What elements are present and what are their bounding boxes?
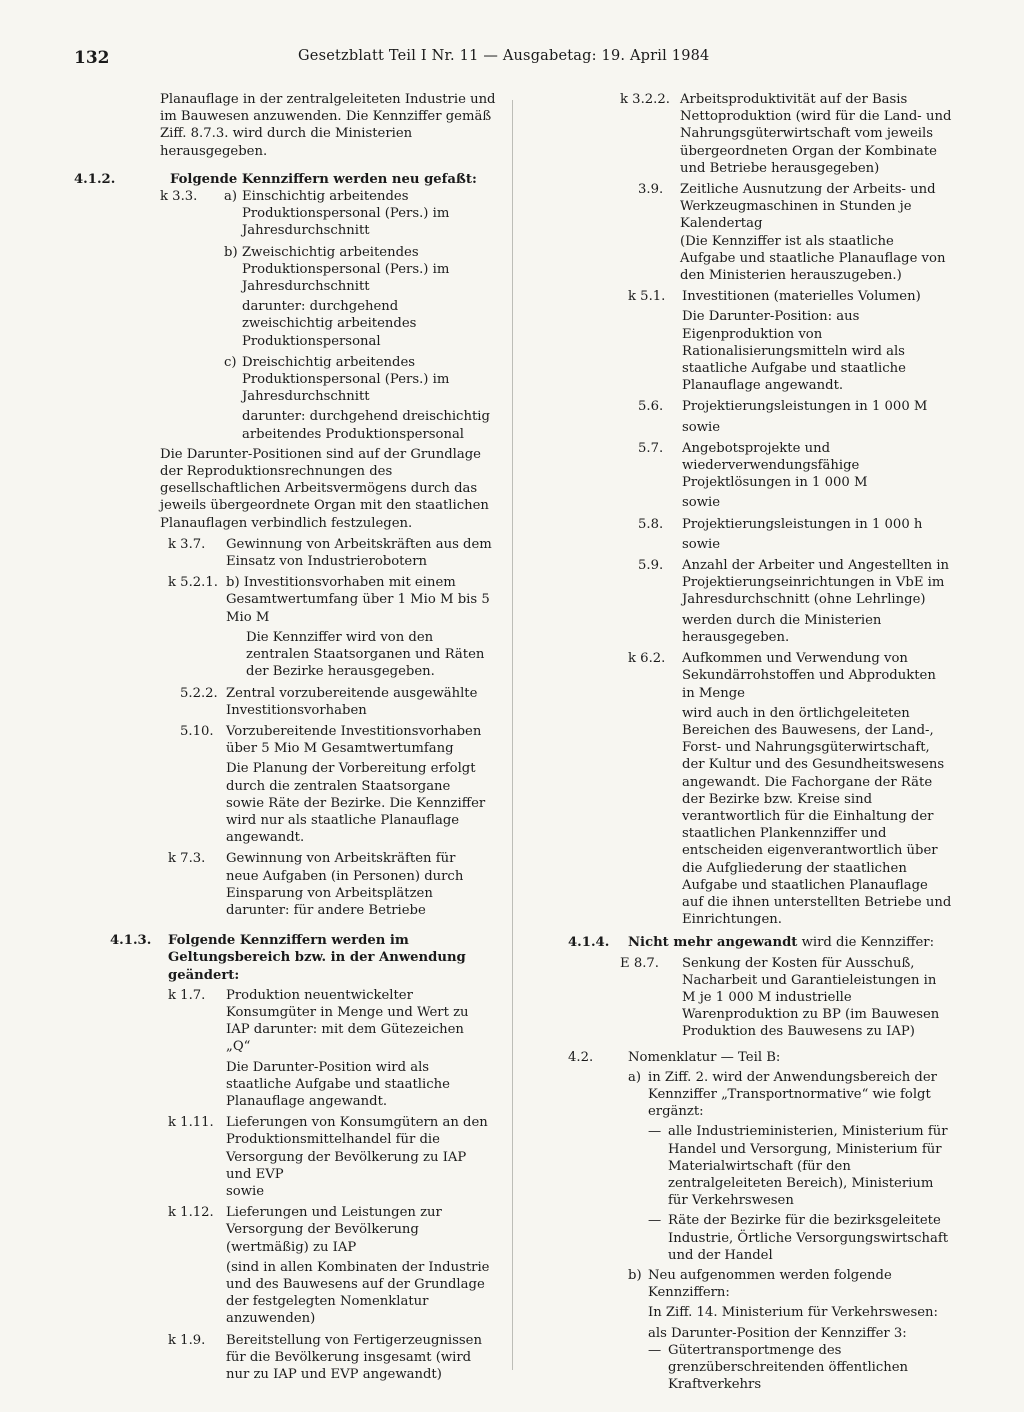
k-5-6 xyxy=(524,398,964,435)
left-column xyxy=(74,91,514,1383)
k-3-2-2 xyxy=(524,91,964,177)
item-text: Gütertransportmenge des grenzüberschreitenden öffentlichen Kraftverkehrs xyxy=(668,1342,909,1393)
item-text: Dreischichtig arbeitendes Produktionspersonal (Pers.) im Jahresdurchschnitt xyxy=(242,354,450,405)
code: 3.9. xyxy=(638,182,664,198)
item-text: Anzahl der Arbeiter und Angestellten in Projektierungseinrichtungen in VbE im Jahresdurchschnitt (ohne Lehrlinge) xyxy=(682,558,950,608)
section-number: 4.2. xyxy=(568,1049,594,1065)
item-note: wird auch in den örtlichgeleiteten Bereichen des Bauwesens, der Land-, Forst- und Nahrungsgüterwirtschaft, der Kultur und des Gesundheitswesens angewandt. Die Fachorgane der Räte der Bezirke bzw. Kreise sind verantwortlich für die Einhaltung der staatlichen Plankennziffer und entscheiden eigenverantwortlich über die Aufgliederung der staatlichen Aufgabe und staatlichen Planauflage auf die ihnen unterstellten Betriebe und Einrichtungen. xyxy=(682,705,952,928)
item-note: Die Kennziffer wird von den zentralen Staatsorganen und Räten der Bezirke herausgegeben. xyxy=(246,629,485,680)
item-note: Die Darunter-Position: aus Eigenproduktion von Rationalisierungsmitteln wird als staatliche Aufgabe und staatliche Planauflage angewandt. xyxy=(682,309,906,394)
item-text: Zeitliche Ausnutzung der Arbeits- und Werkzeugmaschinen in Stunden je Kalendertag xyxy=(680,182,936,232)
section-4-1-2 xyxy=(74,171,514,188)
section-4-2 xyxy=(524,1049,964,1066)
item-b xyxy=(524,1267,964,1301)
k-1-12-note xyxy=(74,1259,514,1328)
item-a xyxy=(524,1069,964,1121)
code: 5.6. xyxy=(638,399,664,415)
section-title: Nomenklatur — Teil B: xyxy=(628,1049,781,1065)
item-mark: c) xyxy=(224,354,237,370)
header-title: Gesetzblatt Teil I Nr. 11 — Ausgabetag: 19. April 1984 xyxy=(298,48,710,64)
item-b-line-2 xyxy=(524,1325,964,1342)
k-3-3-a xyxy=(74,188,514,240)
code: k 5.1. xyxy=(628,289,666,305)
item-b-line-1 xyxy=(524,1304,964,1321)
k-7-3 xyxy=(74,850,514,919)
dash-mark: — xyxy=(648,1342,662,1358)
item-text: alle Industrieministerien, Ministerium für Handel und Versorgung, Ministerium für Materialwirtschaft (für den zentralgeleiteten Bereich), Ministerium für Verkehrswesen xyxy=(668,1124,948,1209)
k-5-2-1-note xyxy=(74,629,514,681)
k-1-9 xyxy=(74,1332,514,1384)
k-5-2-2 xyxy=(74,685,514,719)
right-column xyxy=(524,91,964,1393)
item-text: Lieferungen von Konsumgütern an den Produktionsmittelhandel für die Versorgung der Bevölkerung zu IAP und EVP xyxy=(226,1115,488,1182)
item-text: Aufkommen und Verwendung von Sekundärrohstoffen und Abprodukten in Menge xyxy=(682,651,936,701)
k-3-9-note xyxy=(524,233,964,285)
e-8-7 xyxy=(524,955,964,1041)
code: 5.10. xyxy=(180,723,214,739)
k-5-1-note xyxy=(524,308,964,394)
code: k 3.7. xyxy=(168,536,206,552)
item-mark: a) xyxy=(628,1069,642,1085)
code: k 1.12. xyxy=(168,1205,214,1221)
code: k 7.3. xyxy=(168,851,206,867)
k-1-7 xyxy=(74,987,514,1056)
intro-paragraph: Planauflage in der zentralgeleiteten Industrie und im Bauwesen anzuwenden. Die Kennziffer gemäß Ziff. 8.7.3. wird durch die Ministerien herausgegeben. xyxy=(160,92,496,159)
page-header xyxy=(0,48,1024,72)
item-text: Einschichtig arbeitendes Produktionspersonal (Pers.) im Jahresdurchschnitt xyxy=(242,189,450,239)
k-5-9 xyxy=(524,557,964,609)
section-heading: Folgende Kennziffern werden neu gefaßt: xyxy=(170,171,477,187)
k-3-3-c xyxy=(74,354,514,406)
k-3-3-b-sub xyxy=(74,298,514,350)
k-6-2 xyxy=(524,650,964,702)
item-a-dash-2 xyxy=(524,1212,964,1264)
section-number: 4.1.3. xyxy=(110,933,152,949)
item-note: (Die Kennziffer ist als staatliche Aufgabe und staatliche Planauflage von den Ministerien herauszugeben.) xyxy=(680,233,946,284)
code: k 5.2.1. xyxy=(168,575,218,591)
section-4-1-3 xyxy=(74,932,514,984)
k-6-2-note xyxy=(524,705,964,929)
section-4-1-4 xyxy=(524,934,964,951)
item-text: b) Investitionsvorhaben mit einem Gesamtwertumfang über 1 Mio M bis 5 Mio M xyxy=(226,575,490,625)
item-text: Investitionen (materielles Volumen) xyxy=(682,289,921,305)
item-text: Gewinnung von Arbeitskräften für neue Aufgaben (in Personen) durch Einsparung von Arbeitsplätzen darunter: für andere Betriebe xyxy=(226,851,464,918)
item-note: Die Darunter-Position wird als staatliche Aufgabe und staatliche Planauflage angewandt. xyxy=(226,1059,450,1109)
item-text: In Ziff. 14. Ministerium für Verkehrswesen: xyxy=(648,1305,938,1321)
item-text: Neu aufgenommen werden folgende Kennziffern: xyxy=(648,1268,892,1301)
code: k 1.11. xyxy=(168,1115,214,1131)
code: 5.7. xyxy=(638,440,664,456)
section-rest: wird die Kennziffer: xyxy=(797,935,935,951)
item-text: Gewinnung von Arbeitskräften aus dem Einsatz von Industrierobotern xyxy=(226,536,492,570)
k-1-12 xyxy=(74,1204,514,1256)
section-number: 4.1.4. xyxy=(568,935,610,951)
item-mark: a) xyxy=(224,189,238,205)
item-text: Projektierungsleistungen in 1 000 h xyxy=(682,516,923,532)
item-text: Arbeitsproduktivität auf der Basis Nettoproduktion (wird für die Land- und Nahrungsgüterwirtschaft vom jeweils übergeordneten Organ der Kombinate und Betriebe herausgegeben) xyxy=(680,92,952,176)
k-5-1 xyxy=(524,288,964,305)
k-5-2-1 xyxy=(74,574,514,626)
item-text: Bereitstellung von Fertigerzeugnissen für die Bevölkerung insgesamt (wird nur zu IAP und EVP angewandt) xyxy=(226,1332,482,1383)
k-1-11 xyxy=(74,1114,514,1183)
code: k 6.2. xyxy=(628,651,666,667)
item-text: Lieferungen und Leistungen zur Versorgung der Bevölkerung (wertmäßig) zu IAP xyxy=(226,1205,442,1255)
item-text: Angebotsprojekte und wiederverwendungsfähige Projektlösungen in 1 000 M xyxy=(682,440,868,491)
item-text: Vorzubereitende Investitionsvorhaben über 5 Mio M Gesamtwertumfang xyxy=(226,723,482,757)
page-number: 132 xyxy=(74,48,110,68)
code: k 1.7. xyxy=(168,987,206,1003)
item-text: Zweischichtig arbeitendes Produktionspersonal (Pers.) im Jahresdurchschnitt xyxy=(242,244,450,295)
item-text: Räte der Bezirke für die bezirksgeleitete Industrie, Örtliche Versorgungswirtschaft und der Handel xyxy=(668,1213,949,1263)
code: 5.9. xyxy=(638,558,664,574)
section-heading: Folgende Kennziffern werden im Geltungsbereich bzw. in der Anwendung geändert: xyxy=(168,933,466,983)
k-5-8 xyxy=(524,516,964,553)
item-text: Zentral vorzubereitende ausgewählte Investitionsvorhaben xyxy=(226,685,478,718)
item-note: sowie xyxy=(682,536,721,552)
k-1-11-note xyxy=(74,1183,514,1200)
item-b-dash-1 xyxy=(524,1342,964,1394)
item-text: in Ziff. 2. wird der Anwendungsbereich der Kennziffer „Transportnormative“ wie folgt ergänzt: xyxy=(648,1069,937,1120)
item-note: sowie xyxy=(682,495,721,511)
item-note: werden durch die Ministerien herausgegeben. xyxy=(682,612,882,645)
code: 5.2.2. xyxy=(180,685,218,701)
item-note: (sind in allen Kombinaten der Industrie und des Bauwesens auf der Grundlage der festgelegten Nomenklatur anzuwenden) xyxy=(226,1259,490,1327)
item-text: als Darunter-Position der Kennziffer 3: xyxy=(648,1325,907,1341)
section-number: 4.1.2. xyxy=(74,171,116,187)
dash-mark: — xyxy=(648,1213,662,1229)
k-3-3-b xyxy=(74,244,514,296)
item-note: sowie xyxy=(226,1183,265,1199)
item-mark: b) xyxy=(224,244,238,260)
item-note: sowie xyxy=(682,419,721,435)
section-bold: Nicht mehr angewandt xyxy=(628,935,798,951)
item-text: Produktion neuentwickelter Konsumgüter in Menge und Wert zu IAP darunter: mit dem Gütezeichen „Q“ xyxy=(226,987,469,1055)
k-5-7 xyxy=(524,440,964,512)
code: E 8.7. xyxy=(620,955,659,971)
code: k 3.2.2. xyxy=(620,92,670,107)
item-mark: b) xyxy=(628,1268,642,1283)
item-subtext: darunter: durchgehend zweischichtig arbeitendes Produktionspersonal xyxy=(242,299,417,349)
k-3-9 xyxy=(524,181,964,233)
item-text: Senkung der Kosten für Ausschuß, Nacharbeit und Garantieleistungen in M je 1 000 M industrielle Warenproduktion zu BP (im Bauwesen Produktion des Bauwesens zu IAP) xyxy=(682,955,940,1040)
code: k 1.9. xyxy=(168,1332,206,1348)
item-a-dash-1 xyxy=(524,1123,964,1209)
darunter-paragraph: Die Darunter-Positionen sind auf der Grundlage der Reproduktionsrechnungen des gesellschaftlichen Arbeitsvermögens durch das jeweils übergeordnete Organ mit den staatlichen Planauflagen verbindlich festzulegen. xyxy=(160,446,489,531)
item-note: Die Planung der Vorbereitung erfolgt durch die zentralen Staatsorgane sowie Räte der Bezirke. Die Kennziffer wird nur als staatliche Planauflage angewandt. xyxy=(226,761,486,846)
item-subtext: darunter: durchgehend dreischichtig arbeitendes Produktionspersonal xyxy=(242,409,490,442)
k-3-7 xyxy=(74,536,514,570)
item-text: Projektierungsleistungen in 1 000 M xyxy=(682,399,928,415)
code: 5.8. xyxy=(638,516,664,532)
k-5-10 xyxy=(74,723,514,757)
k-5-9-note xyxy=(524,612,964,646)
k-1-7-note xyxy=(74,1059,514,1111)
k-5-10-note xyxy=(74,760,514,846)
k-3-3-c-sub xyxy=(74,408,514,442)
dash-mark: — xyxy=(648,1124,662,1140)
code: k 3.3. xyxy=(160,189,198,205)
